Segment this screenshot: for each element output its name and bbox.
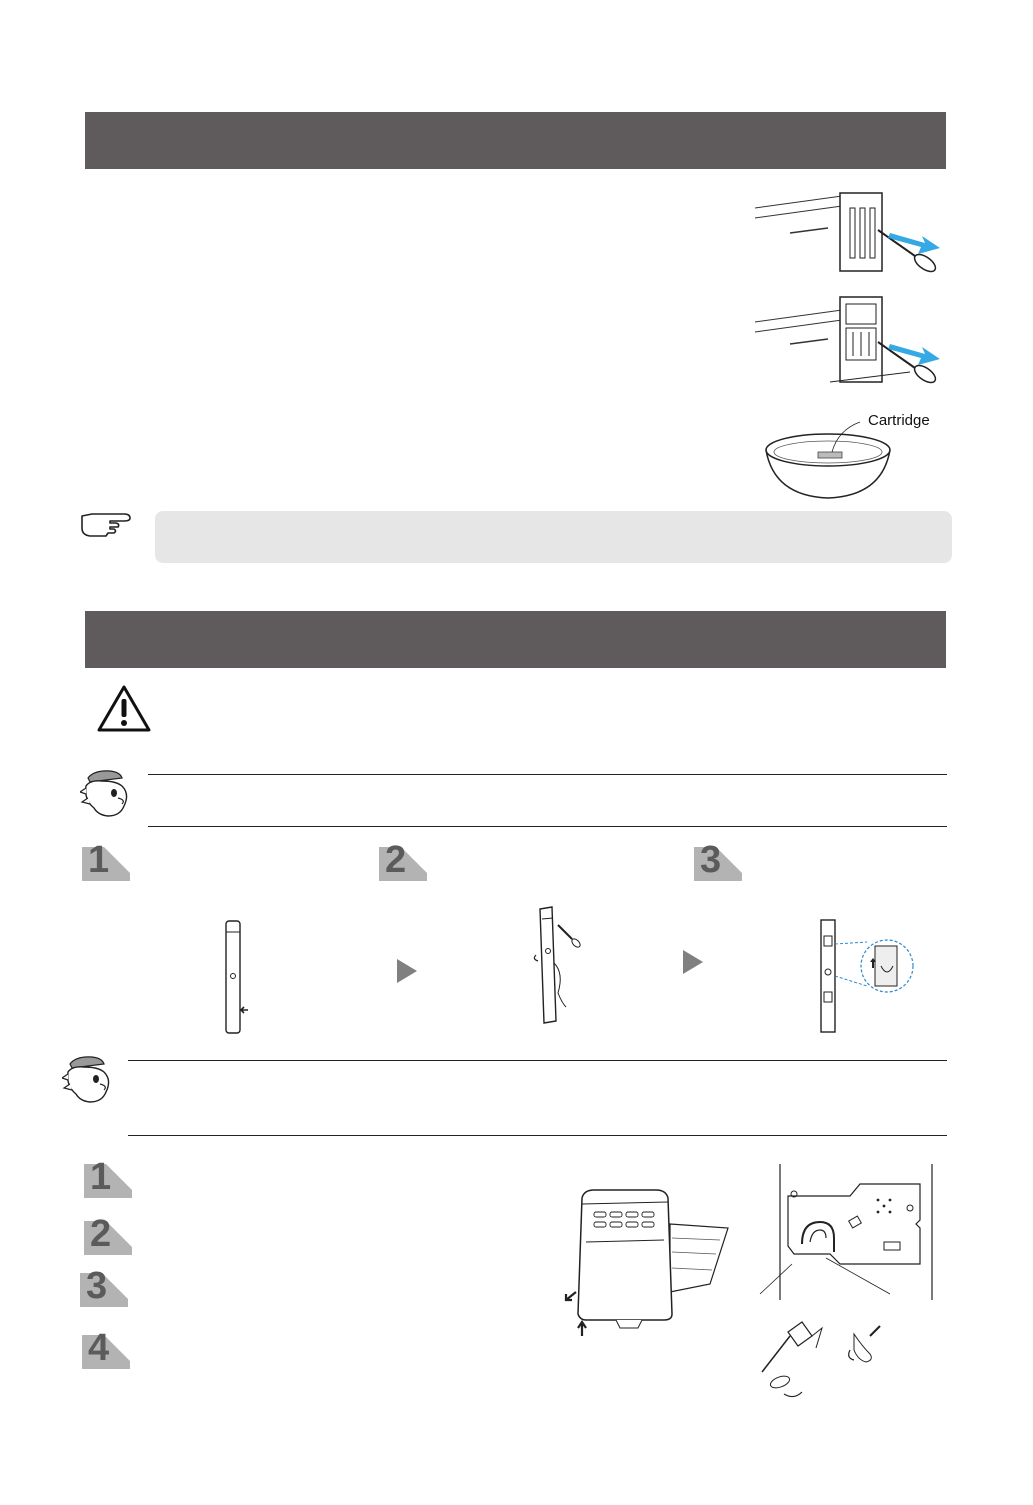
step-number: 2 xyxy=(90,1213,112,1255)
mascot-face-icon xyxy=(80,768,140,820)
dispenser-cover-illustration xyxy=(560,1188,732,1348)
divider-bottom-2 xyxy=(128,1135,947,1136)
filter-tube-illustration-1 xyxy=(218,918,258,1036)
step-number: 3 xyxy=(86,1265,108,1307)
step-number: 1 xyxy=(88,839,110,881)
divider-top-1 xyxy=(148,774,947,775)
step-number: 4 xyxy=(88,1327,110,1369)
divider-bottom-1 xyxy=(148,826,947,827)
play-arrow-icon xyxy=(397,959,419,983)
step-number: 2 xyxy=(385,839,407,881)
filter-install-illustration xyxy=(815,916,915,1036)
play-arrow-icon xyxy=(683,950,705,974)
step-badge-2 xyxy=(84,1213,132,1255)
filter-tube-illustration-2 xyxy=(528,903,588,1027)
cartridge-callout: Cartridge xyxy=(868,412,930,429)
mechanism-illustration xyxy=(750,1160,940,1408)
note-box xyxy=(155,511,952,563)
panel-removal-illustration-2 xyxy=(750,292,950,387)
step-badge-2 xyxy=(379,839,427,881)
step-badge-3 xyxy=(694,839,742,881)
step-badge-3 xyxy=(80,1265,128,1307)
step-badge-1 xyxy=(82,839,130,881)
section-header-bar-1 xyxy=(85,112,946,169)
step-number: 3 xyxy=(700,839,722,881)
pointing-hand-icon xyxy=(80,510,132,538)
mascot-face-icon xyxy=(62,1054,122,1106)
panel-removal-illustration-1 xyxy=(750,188,950,278)
step-badge-4 xyxy=(82,1327,130,1369)
step-badge-1 xyxy=(84,1156,132,1198)
section-header-bar-2 xyxy=(85,611,946,668)
divider-top-2 xyxy=(128,1060,947,1061)
warning-triangle-icon xyxy=(96,684,152,734)
step-number: 1 xyxy=(90,1156,112,1198)
